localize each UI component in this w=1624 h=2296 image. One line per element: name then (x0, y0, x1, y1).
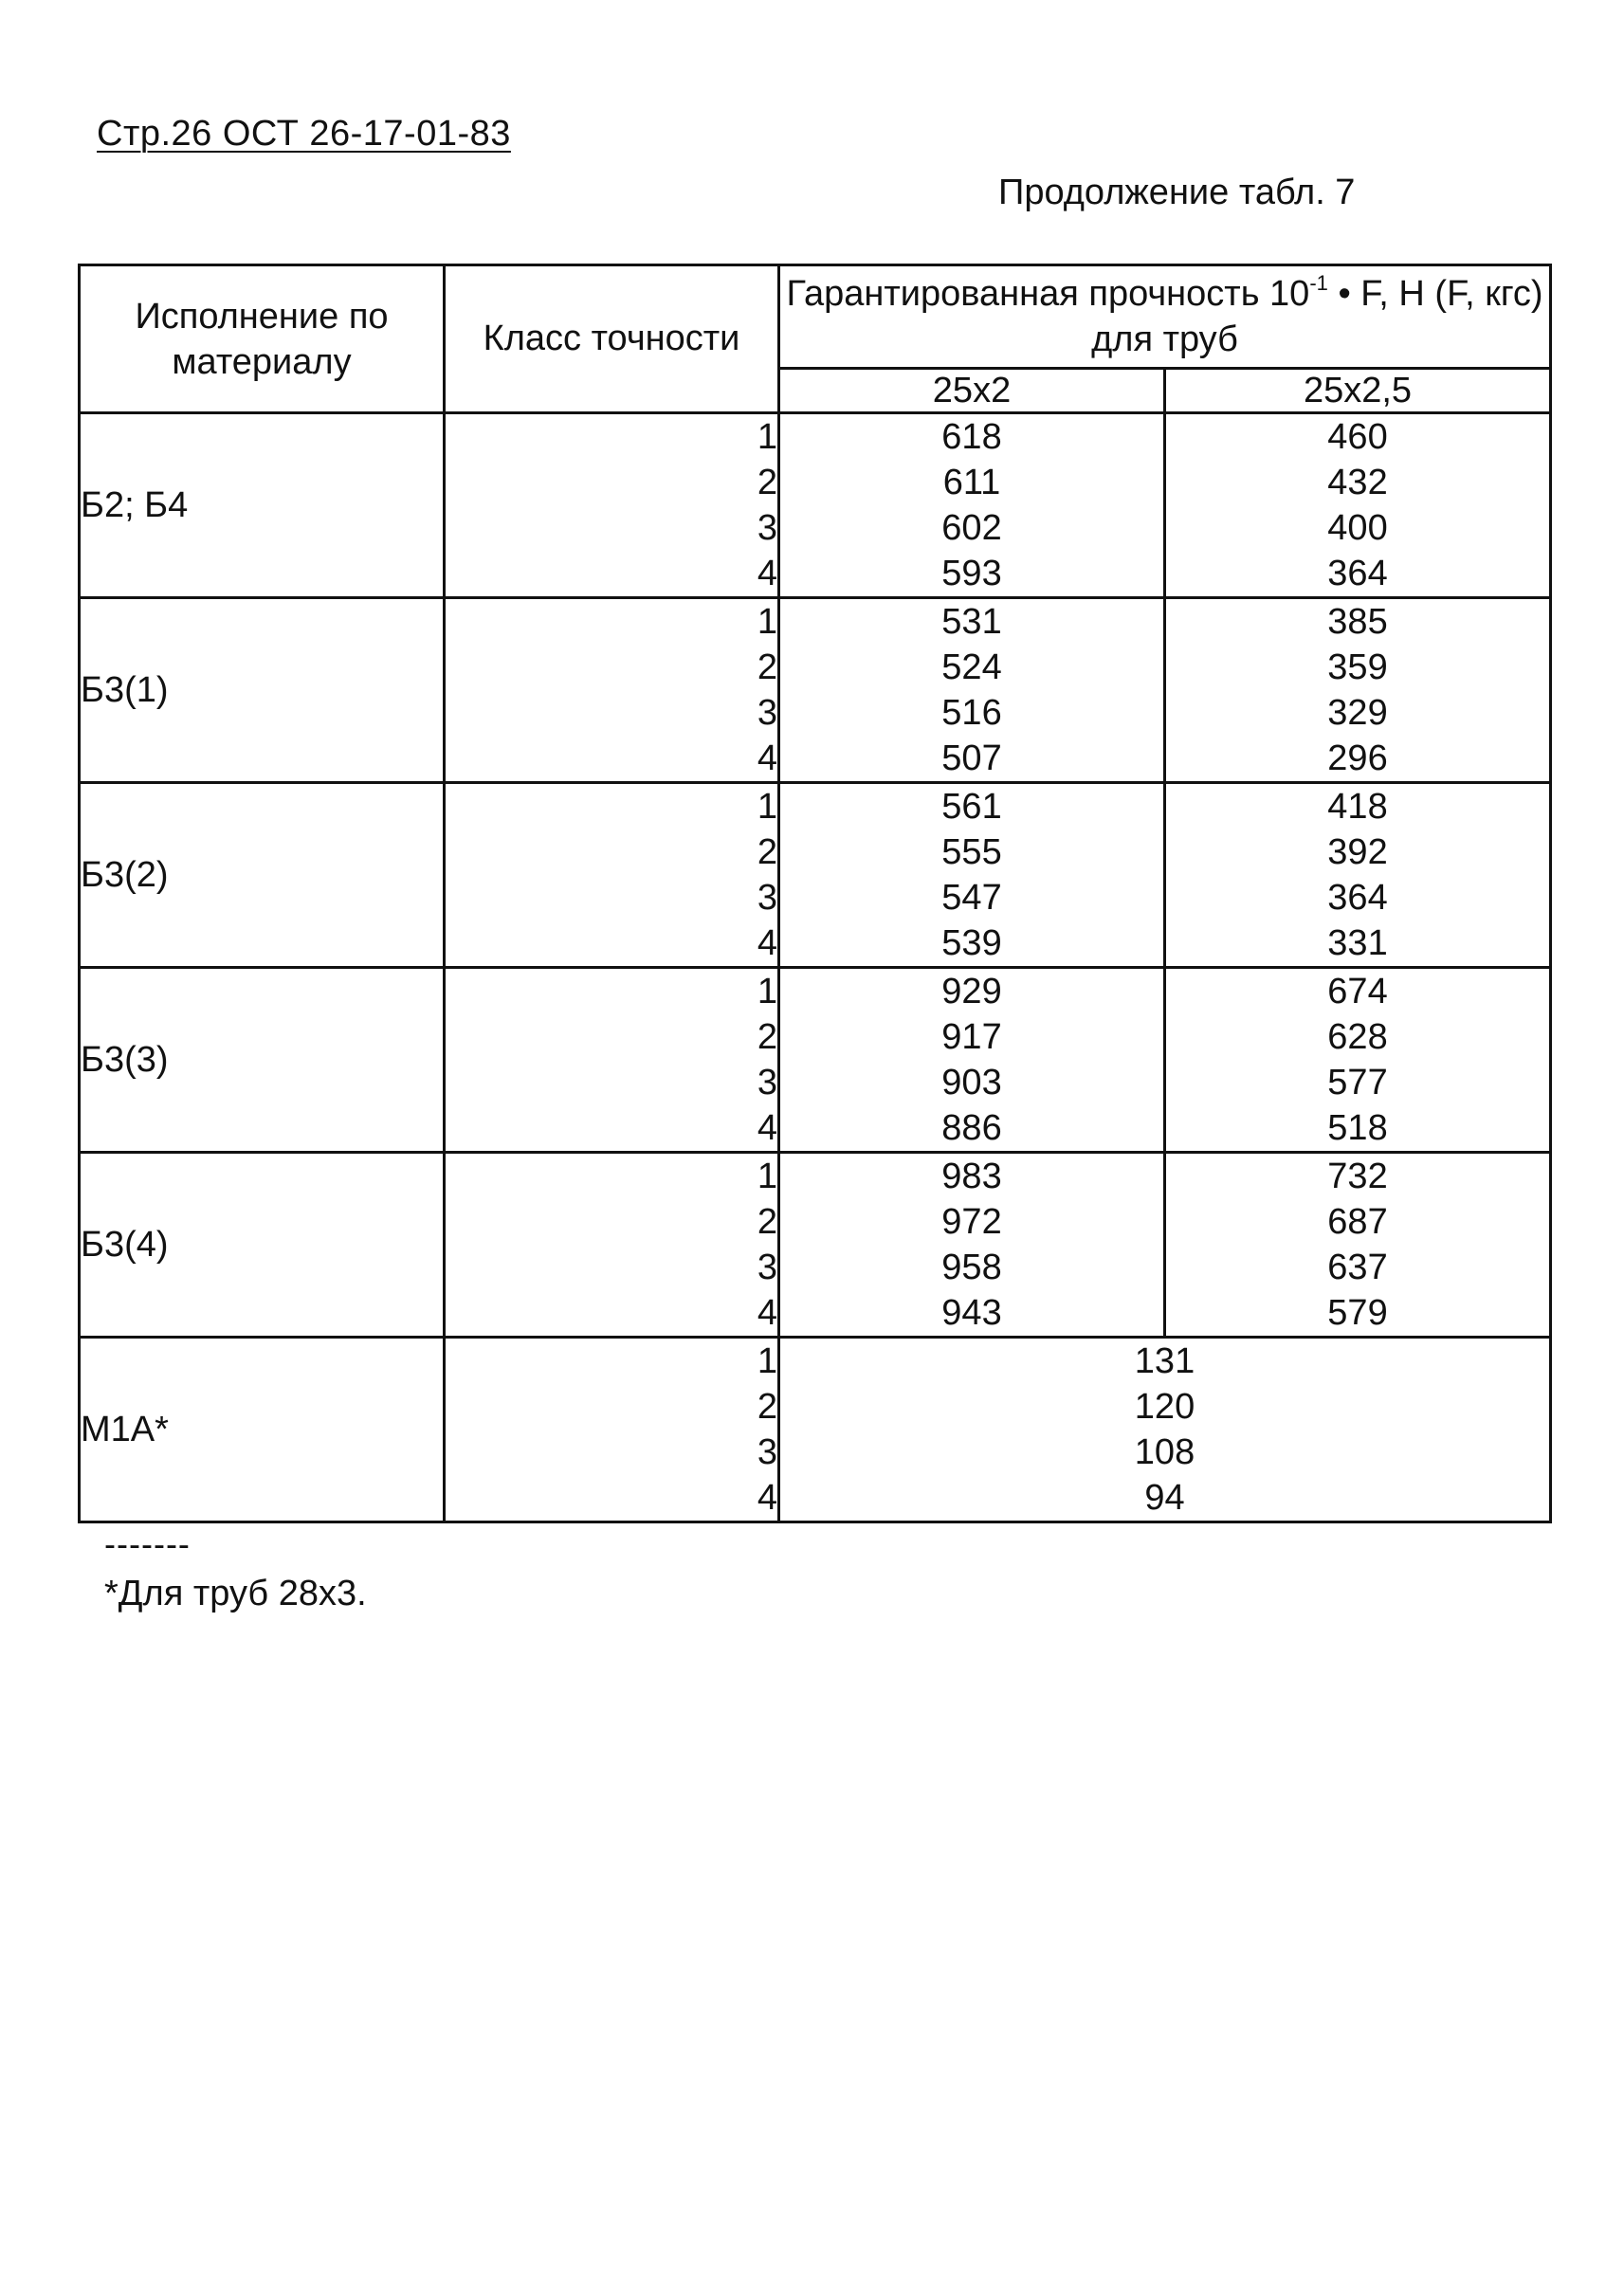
class-cell (445, 1338, 779, 1522)
material-cell: М1А* (80, 1338, 445, 1522)
strength-value: 972 (941, 1202, 1002, 1242)
class-value: 4 (757, 554, 777, 593)
table-continuation-label: Продолжение табл. 7 (998, 173, 1356, 212)
class-value: 1 (757, 1157, 777, 1196)
class-cell (445, 783, 779, 968)
value-cell-25x2 (779, 598, 1165, 783)
class-value: 3 (757, 1063, 777, 1102)
strength-value: 983 (941, 1157, 1002, 1196)
strength-value: 460 (1327, 417, 1388, 457)
page-reference: Стр.26 ОСТ 26-17-01-83 (97, 114, 511, 154)
table-row (80, 783, 1551, 968)
class-value: 3 (757, 1248, 777, 1287)
header-pipe-25x2-5: 25х2,5 (1165, 369, 1551, 413)
value-cell-25x2 (779, 1153, 1165, 1338)
class-value: 1 (757, 1341, 777, 1381)
strength-value: 618 (941, 417, 1002, 457)
class-value: 4 (757, 1478, 777, 1518)
strength-value: 539 (941, 923, 1002, 963)
class-value: 1 (757, 787, 777, 827)
strength-value: 94 (1144, 1478, 1185, 1518)
strength-value: 518 (1327, 1108, 1388, 1148)
strength-value: 108 (1134, 1432, 1195, 1472)
strength-value: 364 (1327, 554, 1388, 593)
table-row (80, 1338, 1551, 1522)
strength-value: 732 (1327, 1157, 1388, 1196)
strength-value: 611 (942, 463, 1001, 502)
class-value: 4 (757, 738, 777, 778)
value-cell-25x2-5 (1165, 783, 1551, 968)
strength-value: 561 (941, 787, 1002, 827)
strength-value: 507 (941, 738, 1002, 778)
strength-value: 359 (1327, 647, 1388, 687)
strength-value: 917 (941, 1017, 1002, 1057)
table-row (80, 1153, 1551, 1338)
strength-value: 886 (941, 1108, 1002, 1148)
strength-value: 929 (941, 972, 1002, 1011)
strength-value: 602 (941, 508, 1002, 548)
class-cell (445, 413, 779, 598)
class-value: 2 (757, 647, 777, 687)
class-value: 4 (757, 1108, 777, 1148)
strength-table (78, 264, 1552, 1523)
class-value: 2 (757, 1387, 777, 1427)
strength-value: 331 (1327, 923, 1388, 963)
material-cell: Б3(4) (80, 1153, 445, 1338)
header-guar-rest: • F, Н (F, кгс) для труб (1091, 274, 1543, 359)
value-cell-25x2 (779, 413, 1165, 598)
value-cell-25x2-5 (1165, 598, 1551, 783)
strength-value: 555 (941, 832, 1002, 872)
class-value: 2 (757, 463, 777, 502)
value-cell-25x2-5 (1165, 1153, 1551, 1338)
material-cell: Б3(1) (80, 598, 445, 783)
strength-value: 418 (1327, 787, 1388, 827)
class-value: 2 (757, 1202, 777, 1242)
header-guar-main: Гарантированная прочность 10 (786, 274, 1310, 314)
strength-value: 577 (1327, 1063, 1388, 1102)
class-value: 2 (757, 1017, 777, 1057)
strength-value: 296 (1327, 738, 1388, 778)
class-cell (445, 598, 779, 783)
strength-value: 364 (1327, 878, 1388, 918)
header-accuracy-class: Класс точности (445, 265, 779, 413)
strength-value: 392 (1327, 832, 1388, 872)
header-guaranteed-strength (779, 265, 1551, 369)
strength-value: 531 (941, 602, 1002, 642)
strength-value: 579 (1327, 1293, 1388, 1333)
strength-value: 628 (1327, 1017, 1388, 1057)
strength-value: 958 (941, 1248, 1002, 1287)
strength-value: 637 (1327, 1248, 1388, 1287)
material-cell: Б3(3) (80, 968, 445, 1153)
class-value: 3 (757, 1432, 777, 1472)
strength-value: 524 (941, 647, 1002, 687)
header-material: Исполнение по материалу (80, 265, 445, 413)
class-value: 4 (757, 923, 777, 963)
class-value: 4 (757, 1293, 777, 1333)
strength-value: 400 (1327, 508, 1388, 548)
class-value: 3 (757, 508, 777, 548)
header-guar-exponent: -1 (1309, 271, 1328, 295)
material-cell: Б2; Б4 (80, 413, 445, 598)
strength-value: 943 (941, 1293, 1002, 1333)
footnote-text: *Для труб 28х3. (104, 1574, 367, 1613)
class-value: 2 (757, 832, 777, 872)
strength-value: 385 (1327, 602, 1388, 642)
strength-value: 547 (941, 878, 1002, 918)
class-value: 3 (757, 693, 777, 733)
strength-value: 903 (941, 1063, 1002, 1102)
value-cell-merged (779, 1338, 1551, 1522)
class-cell (445, 1153, 779, 1338)
footnote-separator: ------- (104, 1524, 191, 1563)
strength-value: 131 (1134, 1341, 1195, 1381)
class-value: 3 (757, 878, 777, 918)
value-cell-25x2-5 (1165, 413, 1551, 598)
strength-value: 687 (1327, 1202, 1388, 1242)
class-value: 1 (757, 417, 777, 457)
class-value: 1 (757, 972, 777, 1011)
strength-value: 329 (1327, 693, 1388, 733)
class-cell (445, 968, 779, 1153)
value-cell-25x2-5 (1165, 968, 1551, 1153)
strength-value: 120 (1134, 1387, 1195, 1427)
value-cell-25x2 (779, 968, 1165, 1153)
header-pipe-25x2: 25х2 (779, 369, 1165, 413)
strength-value: 432 (1327, 463, 1388, 502)
table-row (80, 968, 1551, 1153)
table-row (80, 598, 1551, 783)
table-row (80, 413, 1551, 598)
material-cell: Б3(2) (80, 783, 445, 968)
strength-value: 516 (941, 693, 1002, 733)
value-cell-25x2 (779, 783, 1165, 968)
strength-value: 674 (1327, 972, 1388, 1011)
class-value: 1 (757, 602, 777, 642)
strength-value: 593 (941, 554, 1002, 593)
